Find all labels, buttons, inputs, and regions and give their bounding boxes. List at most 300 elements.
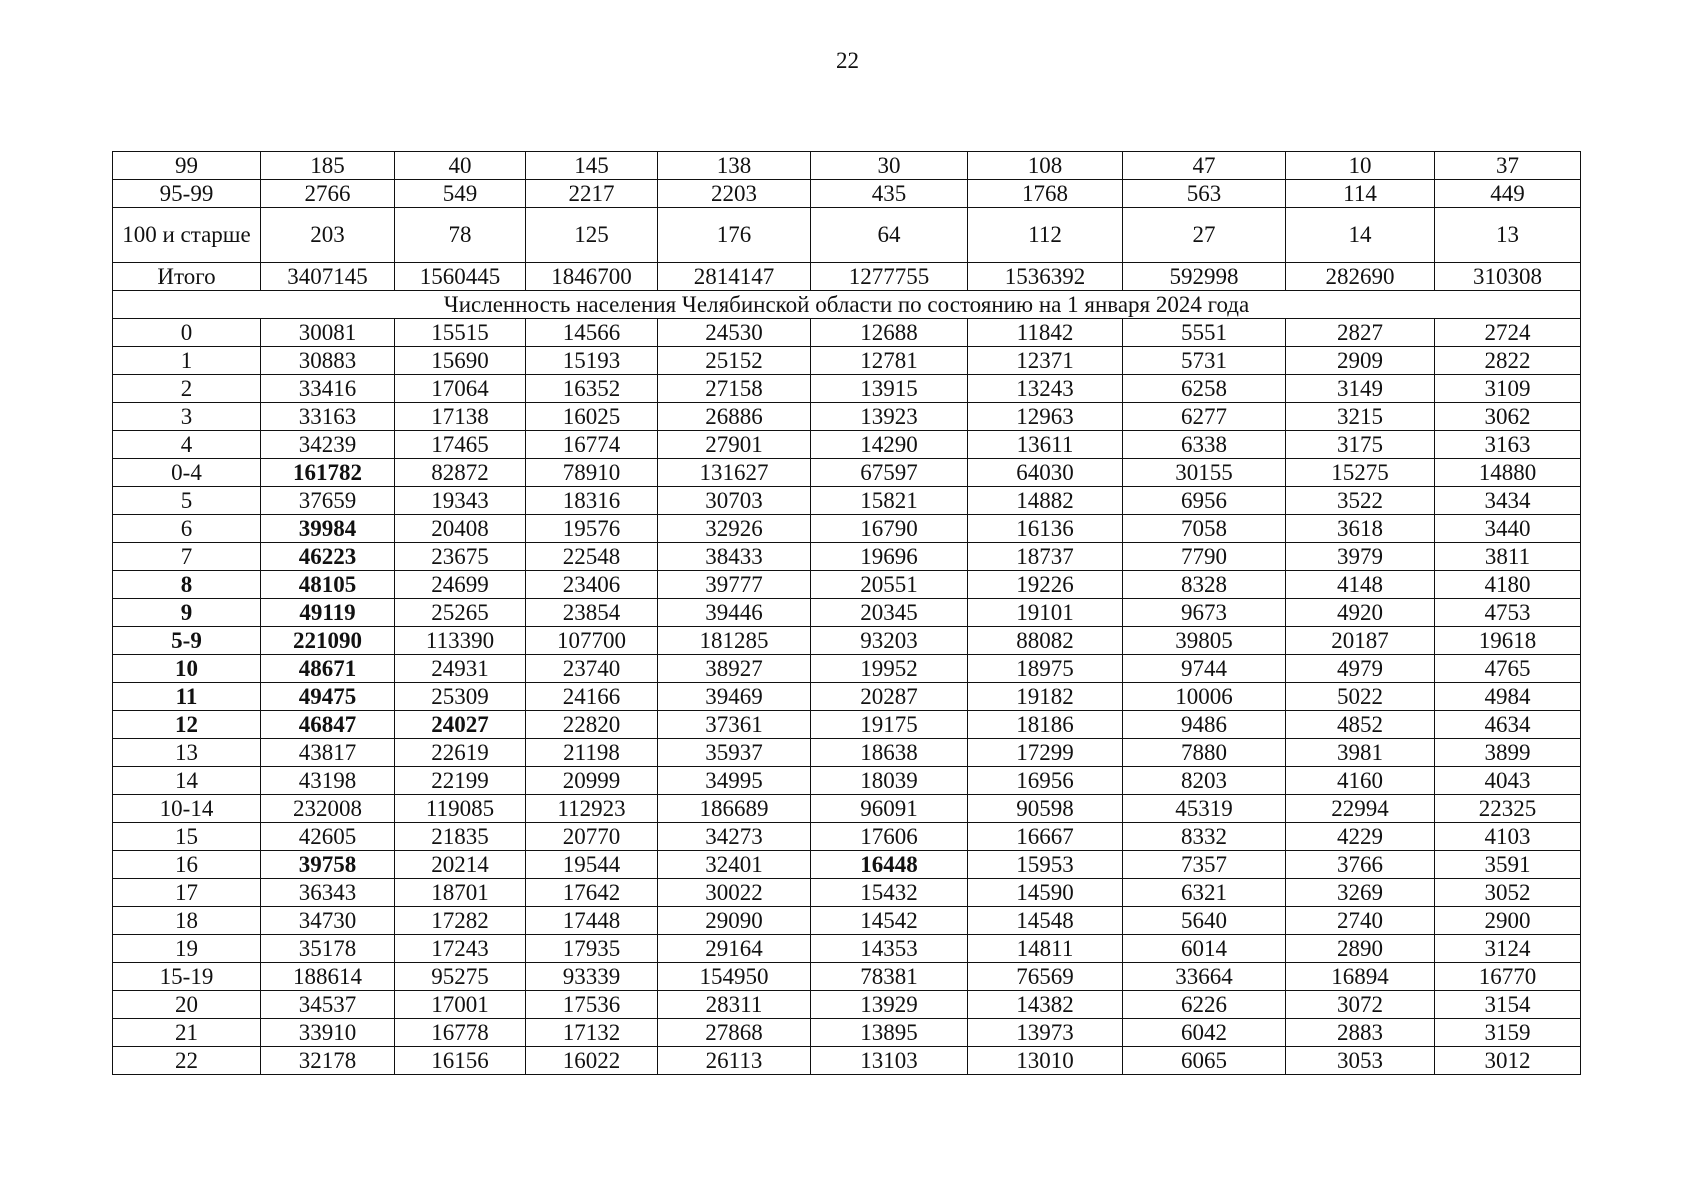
row-label-cell: 2 (113, 375, 261, 403)
value-cell: 9486 (1123, 711, 1286, 739)
value-cell: 23406 (526, 571, 658, 599)
value-cell: 27158 (658, 375, 811, 403)
value-cell: 15515 (395, 319, 526, 347)
value-cell: 2203 (658, 180, 811, 208)
value-cell: 17243 (395, 935, 526, 963)
value-cell: 20345 (811, 599, 968, 627)
value-cell: 22619 (395, 739, 526, 767)
table-row (113, 375, 1581, 403)
value-cell: 29090 (658, 907, 811, 935)
value-cell: 24166 (526, 683, 658, 711)
value-cell: 145 (526, 152, 658, 180)
page-number: 22 (836, 48, 859, 73)
row-label-cell: 4 (113, 431, 261, 459)
value-cell: 4229 (1286, 823, 1435, 851)
row-label-cell: Итого (113, 263, 261, 291)
table-row (113, 180, 1581, 208)
table-row (113, 627, 1581, 655)
value-cell: 13923 (811, 403, 968, 431)
value-cell: 46223 (261, 543, 395, 571)
value-cell: 64030 (968, 459, 1123, 487)
value-cell: 5022 (1286, 683, 1435, 711)
value-cell: 16770 (1435, 963, 1581, 991)
value-cell: 4148 (1286, 571, 1435, 599)
value-cell: 78381 (811, 963, 968, 991)
value-cell: 19343 (395, 487, 526, 515)
table-row (113, 319, 1581, 347)
value-cell: 14566 (526, 319, 658, 347)
value-cell: 35937 (658, 739, 811, 767)
population-table (112, 151, 1581, 1075)
value-cell: 6226 (1123, 991, 1286, 1019)
row-label-cell: 16 (113, 851, 261, 879)
value-cell: 16136 (968, 515, 1123, 543)
value-cell: 22994 (1286, 795, 1435, 823)
table-row (113, 683, 1581, 711)
value-cell: 17448 (526, 907, 658, 935)
value-cell: 4765 (1435, 655, 1581, 683)
value-cell: 3981 (1286, 739, 1435, 767)
value-cell: 8328 (1123, 571, 1286, 599)
value-cell: 435 (811, 180, 968, 208)
table-row (113, 963, 1581, 991)
value-cell: 82872 (395, 459, 526, 487)
value-cell: 27868 (658, 1019, 811, 1047)
value-cell: 3109 (1435, 375, 1581, 403)
value-cell: 39469 (658, 683, 811, 711)
value-cell: 18186 (968, 711, 1123, 739)
value-cell: 40 (395, 152, 526, 180)
value-cell: 34273 (658, 823, 811, 851)
value-cell: 38433 (658, 543, 811, 571)
value-cell: 18039 (811, 767, 968, 795)
table-row (113, 739, 1581, 767)
value-cell: 14882 (968, 487, 1123, 515)
value-cell: 18638 (811, 739, 968, 767)
row-label-cell: 12 (113, 711, 261, 739)
value-cell: 3154 (1435, 991, 1581, 1019)
value-cell: 16774 (526, 431, 658, 459)
value-cell: 3149 (1286, 375, 1435, 403)
row-label-cell: 6 (113, 515, 261, 543)
value-cell: 3522 (1286, 487, 1435, 515)
value-cell: 15275 (1286, 459, 1435, 487)
value-cell: 15690 (395, 347, 526, 375)
value-cell: 15821 (811, 487, 968, 515)
value-cell: 2740 (1286, 907, 1435, 935)
row-label-cell: 1 (113, 347, 261, 375)
table-row (113, 767, 1581, 795)
value-cell: 25309 (395, 683, 526, 711)
value-cell: 3269 (1286, 879, 1435, 907)
value-cell: 6956 (1123, 487, 1286, 515)
value-cell: 12371 (968, 347, 1123, 375)
value-cell: 1536392 (968, 263, 1123, 291)
value-cell: 38927 (658, 655, 811, 683)
value-cell: 4984 (1435, 683, 1581, 711)
value-cell: 14590 (968, 879, 1123, 907)
row-label-cell: 3 (113, 403, 261, 431)
value-cell: 37361 (658, 711, 811, 739)
value-cell: 15432 (811, 879, 968, 907)
value-cell: 27 (1123, 208, 1286, 263)
value-cell: 3052 (1435, 879, 1581, 907)
value-cell: 26886 (658, 403, 811, 431)
value-cell: 14290 (811, 431, 968, 459)
row-label-cell: 22 (113, 1047, 261, 1075)
value-cell: 6042 (1123, 1019, 1286, 1047)
value-cell: 4920 (1286, 599, 1435, 627)
table-body (113, 152, 1581, 1075)
value-cell: 39805 (1123, 627, 1286, 655)
value-cell: 17935 (526, 935, 658, 963)
value-cell: 20214 (395, 851, 526, 879)
value-cell: 113390 (395, 627, 526, 655)
value-cell: 34239 (261, 431, 395, 459)
value-cell: 310308 (1435, 263, 1581, 291)
value-cell: 17465 (395, 431, 526, 459)
value-cell: 49119 (261, 599, 395, 627)
value-cell: 13010 (968, 1047, 1123, 1075)
table-row (113, 599, 1581, 627)
value-cell: 45319 (1123, 795, 1286, 823)
value-cell: 27901 (658, 431, 811, 459)
table-row (113, 571, 1581, 599)
value-cell: 1277755 (811, 263, 968, 291)
table-row (113, 515, 1581, 543)
row-label-cell: 100 и старше (113, 208, 261, 263)
value-cell: 16025 (526, 403, 658, 431)
value-cell: 7880 (1123, 739, 1286, 767)
value-cell: 3062 (1435, 403, 1581, 431)
value-cell: 6065 (1123, 1047, 1286, 1075)
value-cell: 185 (261, 152, 395, 180)
value-cell: 19544 (526, 851, 658, 879)
value-cell: 6277 (1123, 403, 1286, 431)
value-cell: 14 (1286, 208, 1435, 263)
row-label-cell: 17 (113, 879, 261, 907)
value-cell: 46847 (261, 711, 395, 739)
value-cell: 1560445 (395, 263, 526, 291)
value-cell: 10006 (1123, 683, 1286, 711)
value-cell: 114 (1286, 180, 1435, 208)
row-label-cell: 0-4 (113, 459, 261, 487)
value-cell: 28311 (658, 991, 811, 1019)
value-cell: 23675 (395, 543, 526, 571)
value-cell: 64 (811, 208, 968, 263)
value-cell: 17064 (395, 375, 526, 403)
value-cell: 14353 (811, 935, 968, 963)
value-cell: 6321 (1123, 879, 1286, 907)
value-cell: 13973 (968, 1019, 1123, 1047)
value-cell: 22199 (395, 767, 526, 795)
table-row (113, 347, 1581, 375)
value-cell: 4103 (1435, 823, 1581, 851)
value-cell: 32401 (658, 851, 811, 879)
value-cell: 18701 (395, 879, 526, 907)
value-cell: 161782 (261, 459, 395, 487)
value-cell: 16894 (1286, 963, 1435, 991)
value-cell: 13895 (811, 1019, 968, 1047)
table-row (113, 487, 1581, 515)
value-cell: 8203 (1123, 767, 1286, 795)
value-cell: 2766 (261, 180, 395, 208)
value-cell: 13 (1435, 208, 1581, 263)
value-cell: 21198 (526, 739, 658, 767)
value-cell: 11842 (968, 319, 1123, 347)
value-cell: 2822 (1435, 347, 1581, 375)
value-cell: 3899 (1435, 739, 1581, 767)
row-label-cell: 20 (113, 991, 261, 1019)
value-cell: 9673 (1123, 599, 1286, 627)
value-cell: 4160 (1286, 767, 1435, 795)
value-cell: 13243 (968, 375, 1123, 403)
value-cell: 16448 (811, 851, 968, 879)
value-cell: 4634 (1435, 711, 1581, 739)
value-cell: 15193 (526, 347, 658, 375)
value-cell: 96091 (811, 795, 968, 823)
value-cell: 78910 (526, 459, 658, 487)
value-cell: 2900 (1435, 907, 1581, 935)
row-label-cell: 5-9 (113, 627, 261, 655)
value-cell: 32178 (261, 1047, 395, 1075)
value-cell: 25152 (658, 347, 811, 375)
value-cell: 2217 (526, 180, 658, 208)
table-row (113, 795, 1581, 823)
value-cell: 39777 (658, 571, 811, 599)
value-cell: 18975 (968, 655, 1123, 683)
row-label-cell: 8 (113, 571, 261, 599)
table-row (113, 907, 1581, 935)
value-cell: 17606 (811, 823, 968, 851)
value-cell: 95275 (395, 963, 526, 991)
table-row (113, 655, 1581, 683)
value-cell: 14811 (968, 935, 1123, 963)
value-cell: 7357 (1123, 851, 1286, 879)
value-cell: 20187 (1286, 627, 1435, 655)
value-cell: 14880 (1435, 459, 1581, 487)
section-title: Численность населения Челябинской области по состоянию на 1 января 2024 года (113, 291, 1581, 319)
value-cell: 16022 (526, 1047, 658, 1075)
value-cell: 20287 (811, 683, 968, 711)
value-cell: 17138 (395, 403, 526, 431)
population-table-container (112, 151, 1580, 1075)
value-cell: 93203 (811, 627, 968, 655)
value-cell: 449 (1435, 180, 1581, 208)
value-cell: 78 (395, 208, 526, 263)
value-cell: 22548 (526, 543, 658, 571)
table-row (113, 711, 1581, 739)
value-cell: 2909 (1286, 347, 1435, 375)
value-cell: 23740 (526, 655, 658, 683)
value-cell: 34995 (658, 767, 811, 795)
table-row (113, 935, 1581, 963)
value-cell: 17299 (968, 739, 1123, 767)
value-cell: 33416 (261, 375, 395, 403)
value-cell: 16352 (526, 375, 658, 403)
row-label-cell: 7 (113, 543, 261, 571)
value-cell: 17282 (395, 907, 526, 935)
value-cell: 5731 (1123, 347, 1286, 375)
value-cell: 7790 (1123, 543, 1286, 571)
value-cell: 39984 (261, 515, 395, 543)
value-cell: 35178 (261, 935, 395, 963)
value-cell: 16156 (395, 1047, 526, 1075)
value-cell: 39758 (261, 851, 395, 879)
value-cell: 1768 (968, 180, 1123, 208)
value-cell: 18316 (526, 487, 658, 515)
table-row (113, 403, 1581, 431)
value-cell: 3811 (1435, 543, 1581, 571)
value-cell: 19618 (1435, 627, 1581, 655)
table-row (113, 543, 1581, 571)
value-cell: 4753 (1435, 599, 1581, 627)
value-cell: 6258 (1123, 375, 1286, 403)
section-header-row (113, 291, 1581, 319)
row-label-cell: 9 (113, 599, 261, 627)
value-cell: 16790 (811, 515, 968, 543)
value-cell: 16956 (968, 767, 1123, 795)
value-cell: 48105 (261, 571, 395, 599)
value-cell: 3591 (1435, 851, 1581, 879)
value-cell: 9744 (1123, 655, 1286, 683)
value-cell: 17001 (395, 991, 526, 1019)
row-label-cell: 15-19 (113, 963, 261, 991)
table-row (113, 823, 1581, 851)
value-cell: 93339 (526, 963, 658, 991)
value-cell: 30883 (261, 347, 395, 375)
row-label-cell: 19 (113, 935, 261, 963)
value-cell: 12781 (811, 347, 968, 375)
value-cell: 19696 (811, 543, 968, 571)
value-cell: 30 (811, 152, 968, 180)
value-cell: 3053 (1286, 1047, 1435, 1075)
value-cell: 16667 (968, 823, 1123, 851)
value-cell: 14542 (811, 907, 968, 935)
value-cell: 21835 (395, 823, 526, 851)
value-cell: 32926 (658, 515, 811, 543)
table-row (113, 991, 1581, 1019)
value-cell: 6014 (1123, 935, 1286, 963)
value-cell: 17536 (526, 991, 658, 1019)
value-cell: 30081 (261, 319, 395, 347)
value-cell: 5551 (1123, 319, 1286, 347)
value-cell: 19952 (811, 655, 968, 683)
value-cell: 3175 (1286, 431, 1435, 459)
value-cell: 282690 (1286, 263, 1435, 291)
value-cell: 29164 (658, 935, 811, 963)
value-cell: 8332 (1123, 823, 1286, 851)
value-cell: 119085 (395, 795, 526, 823)
value-cell: 3618 (1286, 515, 1435, 543)
value-cell: 2827 (1286, 319, 1435, 347)
row-label-cell: 0 (113, 319, 261, 347)
value-cell: 14382 (968, 991, 1123, 1019)
value-cell: 112 (968, 208, 1123, 263)
value-cell: 7058 (1123, 515, 1286, 543)
value-cell: 42605 (261, 823, 395, 851)
value-cell: 108 (968, 152, 1123, 180)
value-cell: 19175 (811, 711, 968, 739)
value-cell: 43198 (261, 767, 395, 795)
value-cell: 88082 (968, 627, 1123, 655)
value-cell: 549 (395, 180, 526, 208)
value-cell: 2814147 (658, 263, 811, 291)
value-cell: 49475 (261, 683, 395, 711)
value-cell: 13103 (811, 1047, 968, 1075)
value-cell: 4180 (1435, 571, 1581, 599)
table-row (113, 152, 1581, 180)
value-cell: 24699 (395, 571, 526, 599)
value-cell: 30155 (1123, 459, 1286, 487)
row-label-cell: 10-14 (113, 795, 261, 823)
value-cell: 14548 (968, 907, 1123, 935)
value-cell: 5640 (1123, 907, 1286, 935)
value-cell: 22820 (526, 711, 658, 739)
value-cell: 15953 (968, 851, 1123, 879)
value-cell: 131627 (658, 459, 811, 487)
table-row (113, 1047, 1581, 1075)
value-cell: 47 (1123, 152, 1286, 180)
value-cell: 12963 (968, 403, 1123, 431)
value-cell: 10 (1286, 152, 1435, 180)
value-cell: 34730 (261, 907, 395, 935)
value-cell: 138 (658, 152, 811, 180)
value-cell: 3159 (1435, 1019, 1581, 1047)
value-cell: 24530 (658, 319, 811, 347)
value-cell: 18737 (968, 543, 1123, 571)
value-cell: 37 (1435, 152, 1581, 180)
row-label-cell: 18 (113, 907, 261, 935)
table-row (113, 459, 1581, 487)
value-cell: 4979 (1286, 655, 1435, 683)
value-cell: 39446 (658, 599, 811, 627)
value-cell: 19101 (968, 599, 1123, 627)
value-cell: 20408 (395, 515, 526, 543)
value-cell: 3072 (1286, 991, 1435, 1019)
row-label-cell: 13 (113, 739, 261, 767)
value-cell: 37659 (261, 487, 395, 515)
value-cell: 125 (526, 208, 658, 263)
table-row (113, 879, 1581, 907)
value-cell: 33163 (261, 403, 395, 431)
value-cell: 24027 (395, 711, 526, 739)
table-row (113, 208, 1581, 263)
value-cell: 3124 (1435, 935, 1581, 963)
value-cell: 48671 (261, 655, 395, 683)
value-cell: 3766 (1286, 851, 1435, 879)
table-row (113, 263, 1581, 291)
value-cell: 23854 (526, 599, 658, 627)
value-cell: 3215 (1286, 403, 1435, 431)
value-cell: 181285 (658, 627, 811, 655)
value-cell: 17132 (526, 1019, 658, 1047)
row-label-cell: 15 (113, 823, 261, 851)
value-cell: 90598 (968, 795, 1123, 823)
value-cell: 188614 (261, 963, 395, 991)
value-cell: 13929 (811, 991, 968, 1019)
value-cell: 33664 (1123, 963, 1286, 991)
value-cell: 17642 (526, 879, 658, 907)
value-cell: 24931 (395, 655, 526, 683)
table-row (113, 851, 1581, 879)
value-cell: 34537 (261, 991, 395, 1019)
value-cell: 30022 (658, 879, 811, 907)
row-label-cell: 11 (113, 683, 261, 711)
value-cell: 3407145 (261, 263, 395, 291)
value-cell: 33910 (261, 1019, 395, 1047)
value-cell: 25265 (395, 599, 526, 627)
